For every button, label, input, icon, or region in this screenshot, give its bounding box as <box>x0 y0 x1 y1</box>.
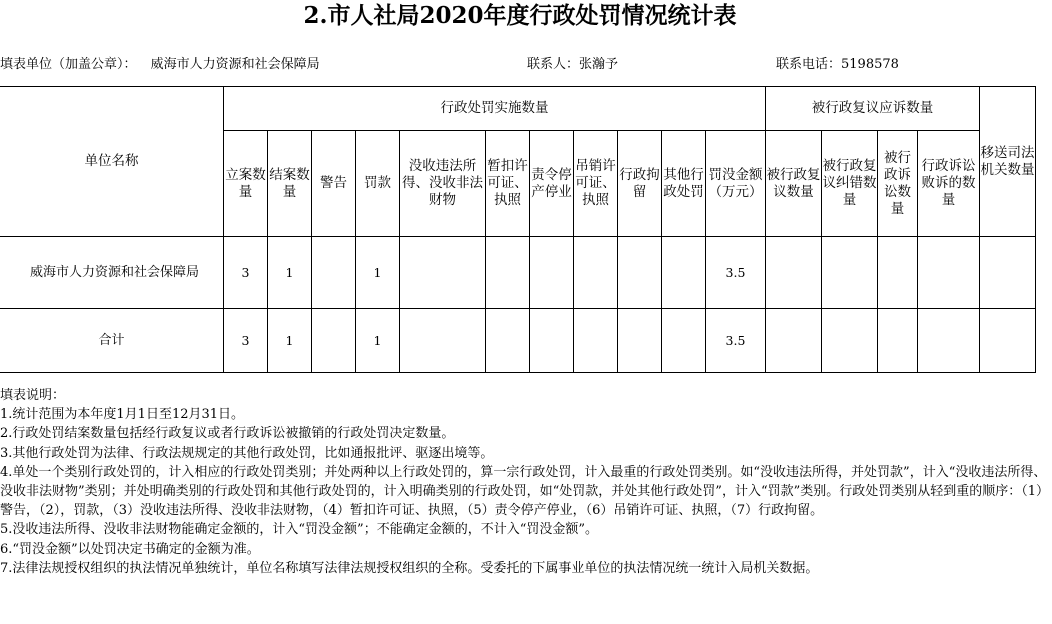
unit-name-cell: 威海市人力资源和社会保障局 <box>0 237 224 309</box>
contact-label: 联系人： <box>527 57 580 72</box>
table-cell <box>980 237 1036 309</box>
col-header: 罚没金额（万元） <box>706 131 766 237</box>
table-cell <box>400 309 486 373</box>
contact-value: 张瀚予 <box>579 57 619 72</box>
table-cell <box>312 309 356 373</box>
table-cell: 1 <box>268 237 312 309</box>
penalty-group-header: 行政处罚实施数量 <box>224 87 766 131</box>
table-cell <box>662 237 706 309</box>
col-header: 行政诉讼败诉的数量 <box>918 131 980 237</box>
instruction-item: 6.“罚没金额”以处罚决定书确定的金额为准。 <box>0 541 260 557</box>
filing-unit-label: 填表单位（加盖公章）： <box>0 57 137 72</box>
table-cell <box>980 309 1036 373</box>
col-header: 暂扣许可证、执照 <box>486 131 530 237</box>
table-cell: 1 <box>268 309 312 373</box>
instruction-item: 7.法律法规授权组织的执法情况单独统计，单位名称填写法律法规授权组织的全称。受委托的下属事业单位的执法情况统一统计入局机关数据。 <box>0 560 819 576</box>
table-cell <box>400 237 486 309</box>
unit-name-header: 单位名称 <box>0 87 224 237</box>
review-group-header: 被行政复议应诉数量 <box>766 87 980 131</box>
col-header: 没收违法所得、没收非法财物 <box>400 131 486 237</box>
table-row <box>0 309 1036 373</box>
col-header: 被行政复议纠错数量 <box>822 131 878 237</box>
phone-value: 5198578 <box>841 57 899 72</box>
col-header: 立案数量 <box>224 131 268 237</box>
table-cell <box>766 309 822 373</box>
filling-instructions <box>0 386 1052 578</box>
table-cell <box>662 309 706 373</box>
table-cell <box>822 237 878 309</box>
table-cell <box>530 309 574 373</box>
table-row <box>0 237 1036 309</box>
table-cell <box>918 237 980 309</box>
col-header: 警告 <box>312 131 356 237</box>
contact-phone <box>776 55 899 75</box>
col-header: 被行政复议数量 <box>766 131 822 237</box>
instruction-item: 4.单处一个类别行政处罚的，计入相应的行政处罚类别；并处两种以上行政处罚的，算一宗行政处罚，计入最重的行政处罚类别。如“没收违法所得，并处罚款”，计入“没收违法所得、没收非法财物”类别；并处明确类别的行政处罚和其他行政处罚的，计入明确类别的行政处罚，如“处罚款，并处其他行政处罚”，计入“罚款”类别。行政处罚类别从轻到重的顺序：（1）警告，（2），罚款，（3）没收违法所得、没收非法财物，（4）暂扣许可证、执照，（5）责令停产停业，（6）吊销许可证、执照，（7）行政拘留。 <box>0 464 1050 519</box>
table-cell <box>312 237 356 309</box>
col-header: 被行政诉讼数量 <box>878 131 918 237</box>
table-cell: 3 <box>224 309 268 373</box>
instructions-heading: 填表说明： <box>0 388 66 403</box>
col-header: 罚款 <box>356 131 400 237</box>
report-title: 2.市人社局2020年度行政处罚情况统计表 <box>303 2 737 29</box>
instruction-item: 2.行政处罚结案数量包括经行政复议或者行政诉讼被撤销的行政处罚决定数量。 <box>0 426 455 442</box>
table-cell <box>574 237 618 309</box>
table-cell <box>822 309 878 373</box>
instruction-item: 3.其他行政处罚为法律、行政法规规定的其他行政处罚，比如通报批评、驱逐出境等。 <box>0 445 494 461</box>
transfer-header: 移送司法机关数量 <box>980 87 1036 237</box>
filing-unit <box>0 55 320 75</box>
instruction-item: 1.统计范围为本年度1月1日至12月31日。 <box>0 407 245 423</box>
col-header: 吊销许可证、执照 <box>574 131 618 237</box>
total-label-cell: 合计 <box>0 309 224 373</box>
table-cell <box>618 237 662 309</box>
table-cell: 1 <box>356 237 400 309</box>
table-cell: 1 <box>356 309 400 373</box>
table-cell <box>918 309 980 373</box>
table-cell: 3.5 <box>706 237 766 309</box>
col-header: 其他行政处罚 <box>662 131 706 237</box>
table-cell <box>530 237 574 309</box>
table-cell <box>878 309 918 373</box>
table-cell <box>878 237 918 309</box>
table-cell: 3 <box>224 237 268 309</box>
table-cell <box>574 309 618 373</box>
table-cell <box>486 237 530 309</box>
col-header: 行政拘留 <box>618 131 662 237</box>
phone-label: 联系电话： <box>776 57 842 72</box>
table-cell <box>766 237 822 309</box>
table-cell <box>618 309 662 373</box>
instruction-item: 5.没收违法所得、没收非法财物能确定金额的，计入“罚没金额”；不能确定金额的，不计入“罚没金额”。 <box>0 522 598 538</box>
col-header: 责令停产停业 <box>530 131 574 237</box>
contact-person <box>527 55 618 75</box>
col-header: 结案数量 <box>268 131 312 237</box>
table-cell: 3.5 <box>706 309 766 373</box>
table-cell <box>486 309 530 373</box>
filing-unit-value: 威海市人力资源和社会保障局 <box>150 57 320 72</box>
penalty-statistics-table <box>0 86 1036 373</box>
